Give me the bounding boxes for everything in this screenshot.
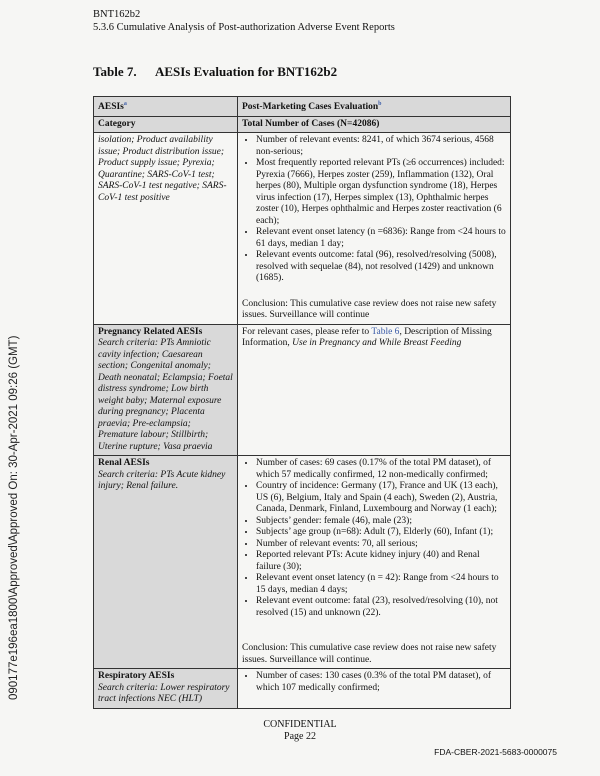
document-id: FDA-CBER-2021-5683-0000075 — [434, 747, 557, 757]
row-search-criteria: isolation; Product availability issue; Product distribution issue; Product supply issue; Pyrexia; Quarantine; SARS-CoV-1 test; SARS-CoV-1 test negative; SARS-CoV-1 test positive — [98, 135, 227, 203]
page-number: Page 22 — [284, 731, 316, 742]
row-search-criteria: Search criteria: PTs Acute kidney injury; Renal failure. — [98, 469, 226, 492]
header-section: 5.3.6 Cumulative Analysis of Post-authorization Adverse Event Reports — [93, 22, 395, 33]
row-category — [94, 324, 238, 456]
table-6-link[interactable]: Table 6 — [371, 326, 400, 337]
page-footer — [0, 719, 600, 743]
row-bullets — [242, 458, 506, 619]
table-row — [94, 456, 511, 669]
bullet-item: • Number of cases: 69 cases (0.17% of the total PM dataset), of which 57 medically confirmed, 12 non-medically confirmed; — [256, 458, 506, 481]
running-header — [93, 8, 395, 34]
bullet-item: • Relevant event outcome: fatal (23), resolved/resolving (10), not resolved (15) and unknown (22). — [256, 596, 506, 619]
row-category-title: Renal AESIs — [98, 458, 150, 469]
confidential-label: CONFIDENTIAL — [263, 719, 337, 730]
bullet-item: • Relevant events outcome: fatal (96), resolved/resolving (5008), resolved with sequelae (84), not resolved (1429) and unknown (1685). — [256, 250, 506, 285]
table-row — [94, 669, 511, 709]
bullet-item: • Number of relevant events: 70, all serious; — [256, 539, 506, 551]
bullet-item: • Subjects’ age group (n=68): Adult (7), Elderly (60), Infant (1); — [256, 527, 506, 539]
col1-header: AESIs$^a$ — [94, 97, 238, 117]
row-category-title: Respiratory AESIs — [98, 671, 175, 682]
table-subheader-row — [94, 116, 511, 133]
row-bullets — [242, 135, 506, 285]
table-title — [93, 64, 337, 80]
table-row — [94, 324, 511, 456]
bullet-item: • Number of cases: 130 cases (0.3% of the total PM dataset), of which 107 medically confirmed; — [256, 671, 506, 694]
col1-subheader: Category — [94, 116, 238, 133]
table-header-row — [94, 97, 511, 117]
row-evaluation — [238, 456, 511, 669]
row-search-criteria: Search criteria: Lower respiratory tract infections NEC (HLT) — [98, 682, 230, 705]
row-category — [94, 456, 238, 669]
bullet-item: • Relevant event onset latency (n =6836): Range from <24 hours to 61 days, median 1 day; — [256, 227, 506, 250]
row-evaluation — [238, 133, 511, 325]
row-evaluation — [238, 669, 511, 709]
table-row — [94, 133, 511, 325]
bullet-item: • Relevant event onset latency (n = 42): Range from <24 hours to 15 days, median 4 days; — [256, 573, 506, 596]
row-category-title: Pregnancy Related AESIs — [98, 326, 203, 337]
row-category — [94, 133, 238, 325]
row-conclusion: Conclusion: This cumulative case review does not raise new safety issues. Surveillance will continue. — [242, 643, 497, 665]
bullet-item: • Most frequently reported relevant PTs (≥6 occurrences) included: Pyrexia (7666), Herpes zoster (259), Inflammation (132), Oral herpes (80), Multiple organ dysfunction syndrome (18), Herpes virus infection (17), Herpes simplex (13), Ophthalmic herpes zoster (10), Herpes ophthalmic and Herpes zoster reactivation (6 each); — [256, 158, 506, 227]
row-search-criteria: Search criteria: PTs Amniotic cavity infection; Caesarean section; Congenital anomaly; Death neonatal; Eclampsia; Foetal distress syndrome; Low birth weight baby; Maternal exposure during pregnancy; Placenta praevia; Pre-eclampsia; Premature labour; Stillbirth; Uterine rupture; Vasa praevia — [98, 338, 233, 452]
row-evaluation: For relevant cases, please refer to Table 6, Description of Missing Information, Use in Pregnancy and While Breast Feeding — [238, 324, 511, 456]
aesi-table — [93, 96, 511, 709]
row-bullets — [242, 671, 506, 694]
bullet-item: • Number of relevant events: 8241, of which 3674 serious, 4568 non-serious; — [256, 135, 506, 158]
approval-stamp-text: 090177e196ea1800\Approved\Approved On: 30-Apr-2021 09:26 (GMT) — [8, 335, 20, 700]
bullet-item: • Country of incidence: Germany (17), France and UK (13 each), US (6), Belgium, Italy and Spain (4 each), Sweden (2), Austria, Canada, Denmark, Finland, Luxembourg and Norway (1 each); — [256, 481, 506, 516]
header-product: BNT162b2 — [93, 9, 141, 20]
row-conclusion: Conclusion: This cumulative case review does not raise new safety issues. Surveillance will continue — [242, 298, 497, 321]
table-caption: AESIs Evaluation for BNT162b2 — [155, 64, 338, 79]
bullet-item: • Subjects’ gender: female (46), male (23); — [256, 516, 506, 528]
col2-header: Post-Marketing Cases Evaluation$^b$ — [238, 97, 511, 117]
bullet-item: • Reported relevant PTs: Acute kidney injury (40) and Renal failure (30); — [256, 550, 506, 573]
table-number: Table 7. — [93, 64, 137, 79]
row-category — [94, 669, 238, 709]
col2-subheader: Total Number of Cases (N=42086) — [238, 116, 511, 133]
